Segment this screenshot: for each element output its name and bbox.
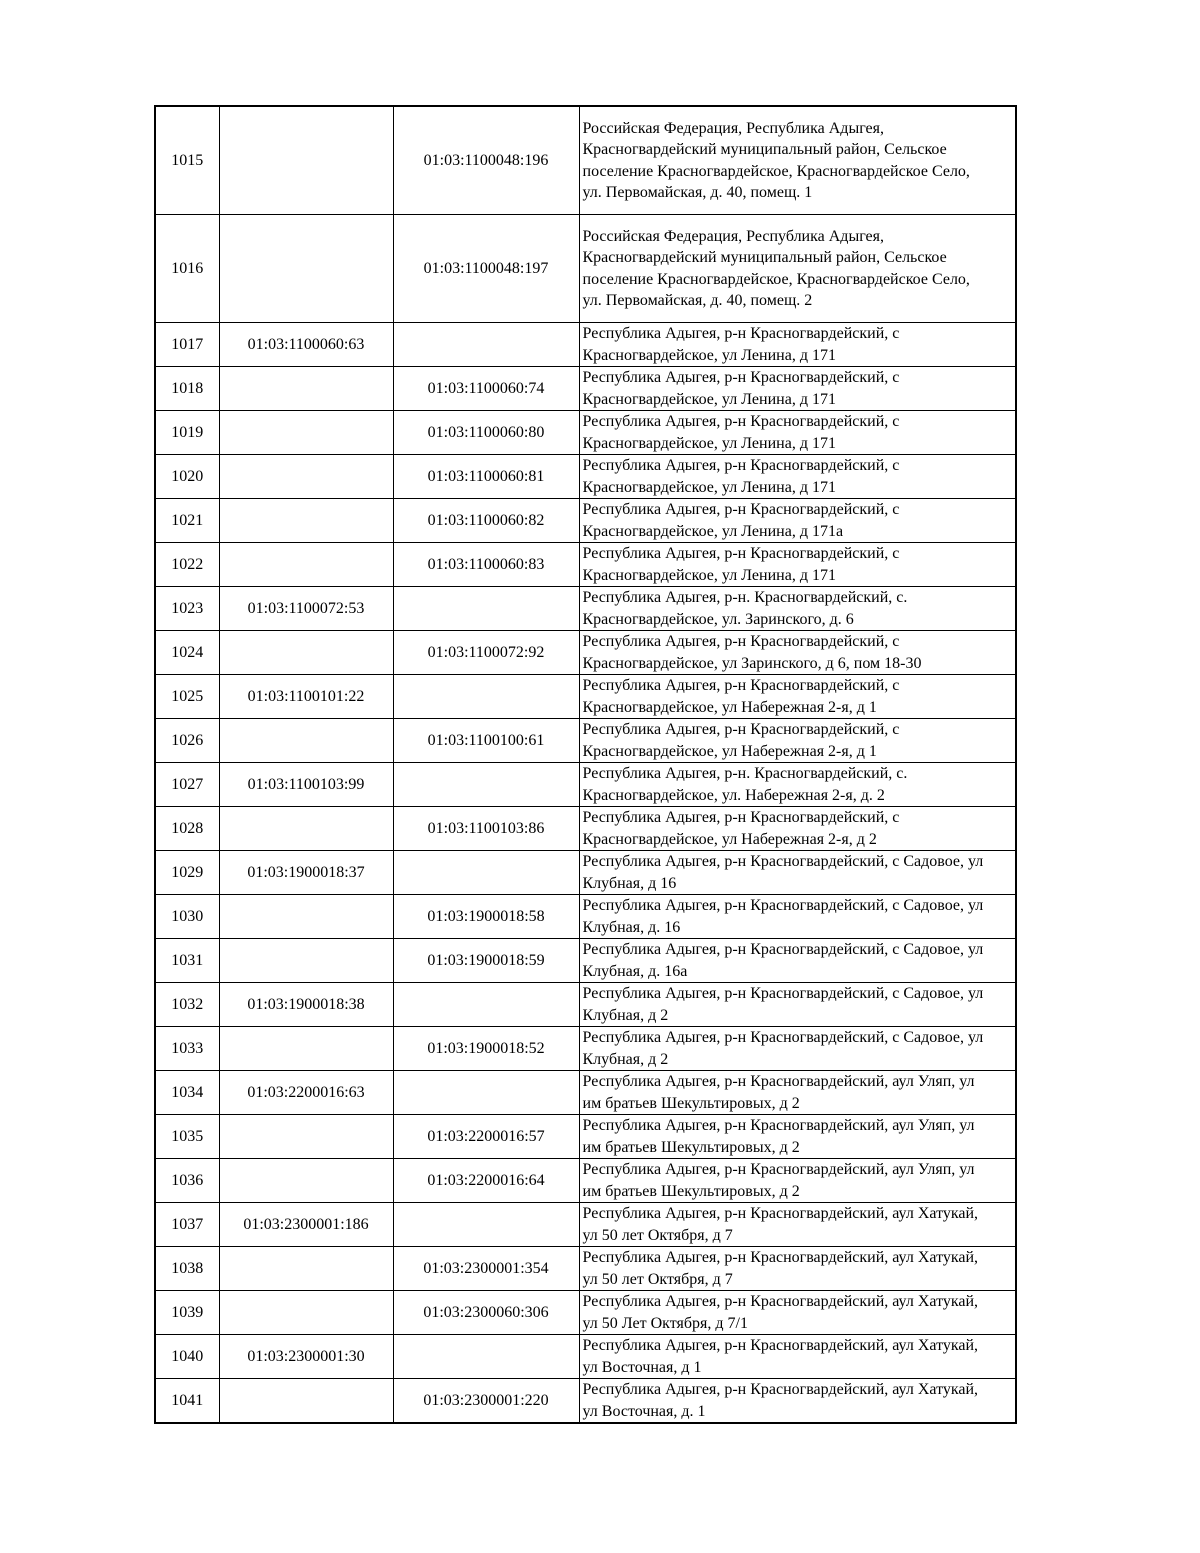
address-cell: Республика Адыгея, р-н Красногвардейский, с Красногвардейское, ул Ленина, д 171 [579,411,1016,455]
object-cadastral-number-cell [393,1203,579,1247]
object-cadastral-number-cell: 01:03:1900018:59 [393,939,579,983]
row-number-cell: 1029 [155,851,219,895]
object-cadastral-number-cell: 01:03:1100072:92 [393,631,579,675]
row-number-cell: 1040 [155,1335,219,1379]
address-cell: Республика Адыгея, р-н Красногвардейский, с Красногвардейское, ул Ленина, д 171 [579,367,1016,411]
table-row [155,499,1016,543]
table-row [155,455,1016,499]
address-cell: Республика Адыгея, р-н Красногвардейский, с Садовое, ул Клубная, д 2 [579,1027,1016,1071]
object-cadastral-number-cell: 01:03:1900018:52 [393,1027,579,1071]
object-cadastral-number-cell [393,763,579,807]
address-cell: Республика Адыгея, р-н Красногвардейский, с Красногвардейское, ул Ленина, д 171 [579,543,1016,587]
table-row [155,675,1016,719]
address-cell: Республика Адыгея, р-н Красногвардейский, с Красногвардейское, ул Набережная 2-я, д 2 [579,807,1016,851]
object-cadastral-number-cell: 01:03:1100060:80 [393,411,579,455]
address-cell: Республика Адыгея, р-н Красногвардейский, аул Уляп, ул им братьев Шекультировых, д 2 [579,1115,1016,1159]
address-cell: Республика Адыгея, р-н Красногвардейский, с Красногвардейское, ул Набережная 2-я, д 1 [579,675,1016,719]
row-number-cell: 1041 [155,1379,219,1424]
address-cell: Российская Федерация, Республика Адыгея, Красногвардейский муниципальный район, Сельское поселение Красногвардейское, Красногвардейское Село, ул. Первомайская, д. 40, помещ. 2 [579,215,1016,323]
address-cell: Республика Адыгея, р-н Красногвардейский, с Красногвардейское, ул Ленина, д 171 [579,323,1016,367]
table-row [155,763,1016,807]
land-cadastral-number-cell [219,215,393,323]
row-number-cell: 1020 [155,455,219,499]
land-cadastral-number-cell [219,1159,393,1203]
land-cadastral-number-cell [219,939,393,983]
land-cadastral-number-cell [219,455,393,499]
object-cadastral-number-cell: 01:03:1100103:86 [393,807,579,851]
object-cadastral-number-cell: 01:03:1100060:74 [393,367,579,411]
table-row [155,106,1016,215]
row-number-cell: 1016 [155,215,219,323]
row-number-cell: 1036 [155,1159,219,1203]
row-number-cell: 1039 [155,1291,219,1335]
property-registry-table [154,105,1017,1424]
table-row [155,719,1016,763]
object-cadastral-number-cell [393,675,579,719]
land-cadastral-number-cell: 01:03:1100103:99 [219,763,393,807]
object-cadastral-number-cell: 01:03:1900018:58 [393,895,579,939]
land-cadastral-number-cell [219,719,393,763]
land-cadastral-number-cell [219,499,393,543]
land-cadastral-number-cell: 01:03:1900018:37 [219,851,393,895]
table-row [155,851,1016,895]
land-cadastral-number-cell: 01:03:1100101:22 [219,675,393,719]
row-number-cell: 1037 [155,1203,219,1247]
table-row [155,543,1016,587]
table-body [155,106,1016,1423]
row-number-cell: 1038 [155,1247,219,1291]
object-cadastral-number-cell: 01:03:1100048:196 [393,106,579,215]
table-row [155,1247,1016,1291]
object-cadastral-number-cell [393,1071,579,1115]
object-cadastral-number-cell: 01:03:2300060:306 [393,1291,579,1335]
object-cadastral-number-cell: 01:03:1100060:83 [393,543,579,587]
table-row [155,807,1016,851]
table-row [155,1203,1016,1247]
table-row [155,939,1016,983]
address-cell: Республика Адыгея, р-н Красногвардейский, с Садовое, ул Клубная, д 2 [579,983,1016,1027]
table-row [155,367,1016,411]
table-row [155,631,1016,675]
object-cadastral-number-cell: 01:03:2300001:354 [393,1247,579,1291]
land-cadastral-number-cell: 01:03:1100072:53 [219,587,393,631]
row-number-cell: 1033 [155,1027,219,1071]
object-cadastral-number-cell: 01:03:2200016:57 [393,1115,579,1159]
object-cadastral-number-cell: 01:03:1100048:197 [393,215,579,323]
table-row [155,1335,1016,1379]
land-cadastral-number-cell: 01:03:2200016:63 [219,1071,393,1115]
address-cell: Республика Адыгея, р-н Красногвардейский, с Красногвардейское, ул Ленина, д 171а [579,499,1016,543]
land-cadastral-number-cell [219,1115,393,1159]
object-cadastral-number-cell [393,323,579,367]
table-row [155,215,1016,323]
address-cell: Республика Адыгея, р-н Красногвардейский, аул Уляп, ул им братьев Шекультировых, д 2 [579,1159,1016,1203]
address-cell: Республика Адыгея, р-н. Красногвардейский, с. Красногвардейское, ул. Заринского, д. 6 [579,587,1016,631]
table-row [155,587,1016,631]
land-cadastral-number-cell [219,411,393,455]
address-cell: Республика Адыгея, р-н Красногвардейский, с Красногвардейское, ул Ленина, д 171 [579,455,1016,499]
row-number-cell: 1030 [155,895,219,939]
row-number-cell: 1031 [155,939,219,983]
row-number-cell: 1035 [155,1115,219,1159]
table-row [155,323,1016,367]
object-cadastral-number-cell: 01:03:1100060:81 [393,455,579,499]
land-cadastral-number-cell: 01:03:2300001:186 [219,1203,393,1247]
object-cadastral-number-cell [393,851,579,895]
land-cadastral-number-cell [219,1027,393,1071]
row-number-cell: 1024 [155,631,219,675]
row-number-cell: 1032 [155,983,219,1027]
address-cell: Республика Адыгея, р-н Красногвардейский, с Садовое, ул Клубная, д 16 [579,851,1016,895]
table-row [155,1071,1016,1115]
row-number-cell: 1019 [155,411,219,455]
address-cell: Республика Адыгея, р-н Красногвардейский, с Садовое, ул Клубная, д. 16 [579,895,1016,939]
row-number-cell: 1022 [155,543,219,587]
table-row [155,1291,1016,1335]
land-cadastral-number-cell: 01:03:1900018:38 [219,983,393,1027]
address-cell: Республика Адыгея, р-н Красногвардейский, аул Хатукай, ул 50 Лет Октября, д 7/1 [579,1291,1016,1335]
address-cell: Республика Адыгея, р-н. Красногвардейский, с. Красногвардейское, ул. Набережная 2-я, д. 2 [579,763,1016,807]
object-cadastral-number-cell [393,983,579,1027]
address-cell: Республика Адыгея, р-н Красногвардейский, аул Хатукай, ул 50 лет Октября, д 7 [579,1203,1016,1247]
land-cadastral-number-cell: 01:03:1100060:63 [219,323,393,367]
address-cell: Республика Адыгея, р-н Красногвардейский, с Красногвардейское, ул Набережная 2-я, д 1 [579,719,1016,763]
address-cell: Республика Адыгея, р-н Красногвардейский, с Красногвардейское, ул Заринского, д 6, пом 18-30 [579,631,1016,675]
row-number-cell: 1025 [155,675,219,719]
table-row [155,1115,1016,1159]
land-cadastral-number-cell [219,367,393,411]
row-number-cell: 1028 [155,807,219,851]
row-number-cell: 1015 [155,106,219,215]
object-cadastral-number-cell: 01:03:1100100:61 [393,719,579,763]
row-number-cell: 1026 [155,719,219,763]
table-row [155,1159,1016,1203]
table-row [155,411,1016,455]
object-cadastral-number-cell: 01:03:1100060:82 [393,499,579,543]
address-cell: Республика Адыгея, р-н Красногвардейский, аул Хатукай, ул 50 лет Октября, д 7 [579,1247,1016,1291]
row-number-cell: 1023 [155,587,219,631]
row-number-cell: 1018 [155,367,219,411]
table-row [155,1027,1016,1071]
land-cadastral-number-cell [219,807,393,851]
land-cadastral-number-cell [219,1291,393,1335]
address-cell: Республика Адыгея, р-н Красногвардейский, аул Хатукай, ул Восточная, д. 1 [579,1379,1016,1424]
land-cadastral-number-cell [219,1379,393,1424]
land-cadastral-number-cell [219,543,393,587]
table-row [155,895,1016,939]
address-cell: Российская Федерация, Республика Адыгея, Красногвардейский муниципальный район, Сельское поселение Красногвардейское, Красногвардейское Село, ул. Первомайская, д. 40, помещ. 1 [579,106,1016,215]
row-number-cell: 1027 [155,763,219,807]
object-cadastral-number-cell: 01:03:2300001:220 [393,1379,579,1424]
address-cell: Республика Адыгея, р-н Красногвардейский, аул Уляп, ул им братьев Шекультировых, д 2 [579,1071,1016,1115]
object-cadastral-number-cell: 01:03:2200016:64 [393,1159,579,1203]
land-cadastral-number-cell [219,1247,393,1291]
land-cadastral-number-cell [219,631,393,675]
land-cadastral-number-cell: 01:03:2300001:30 [219,1335,393,1379]
table-row [155,983,1016,1027]
row-number-cell: 1017 [155,323,219,367]
object-cadastral-number-cell [393,587,579,631]
land-cadastral-number-cell [219,895,393,939]
object-cadastral-number-cell [393,1335,579,1379]
row-number-cell: 1034 [155,1071,219,1115]
address-cell: Республика Адыгея, р-н Красногвардейский, с Садовое, ул Клубная, д. 16а [579,939,1016,983]
address-cell: Республика Адыгея, р-н Красногвардейский, аул Хатукай, ул Восточная, д 1 [579,1335,1016,1379]
row-number-cell: 1021 [155,499,219,543]
land-cadastral-number-cell [219,106,393,215]
table-row [155,1379,1016,1424]
